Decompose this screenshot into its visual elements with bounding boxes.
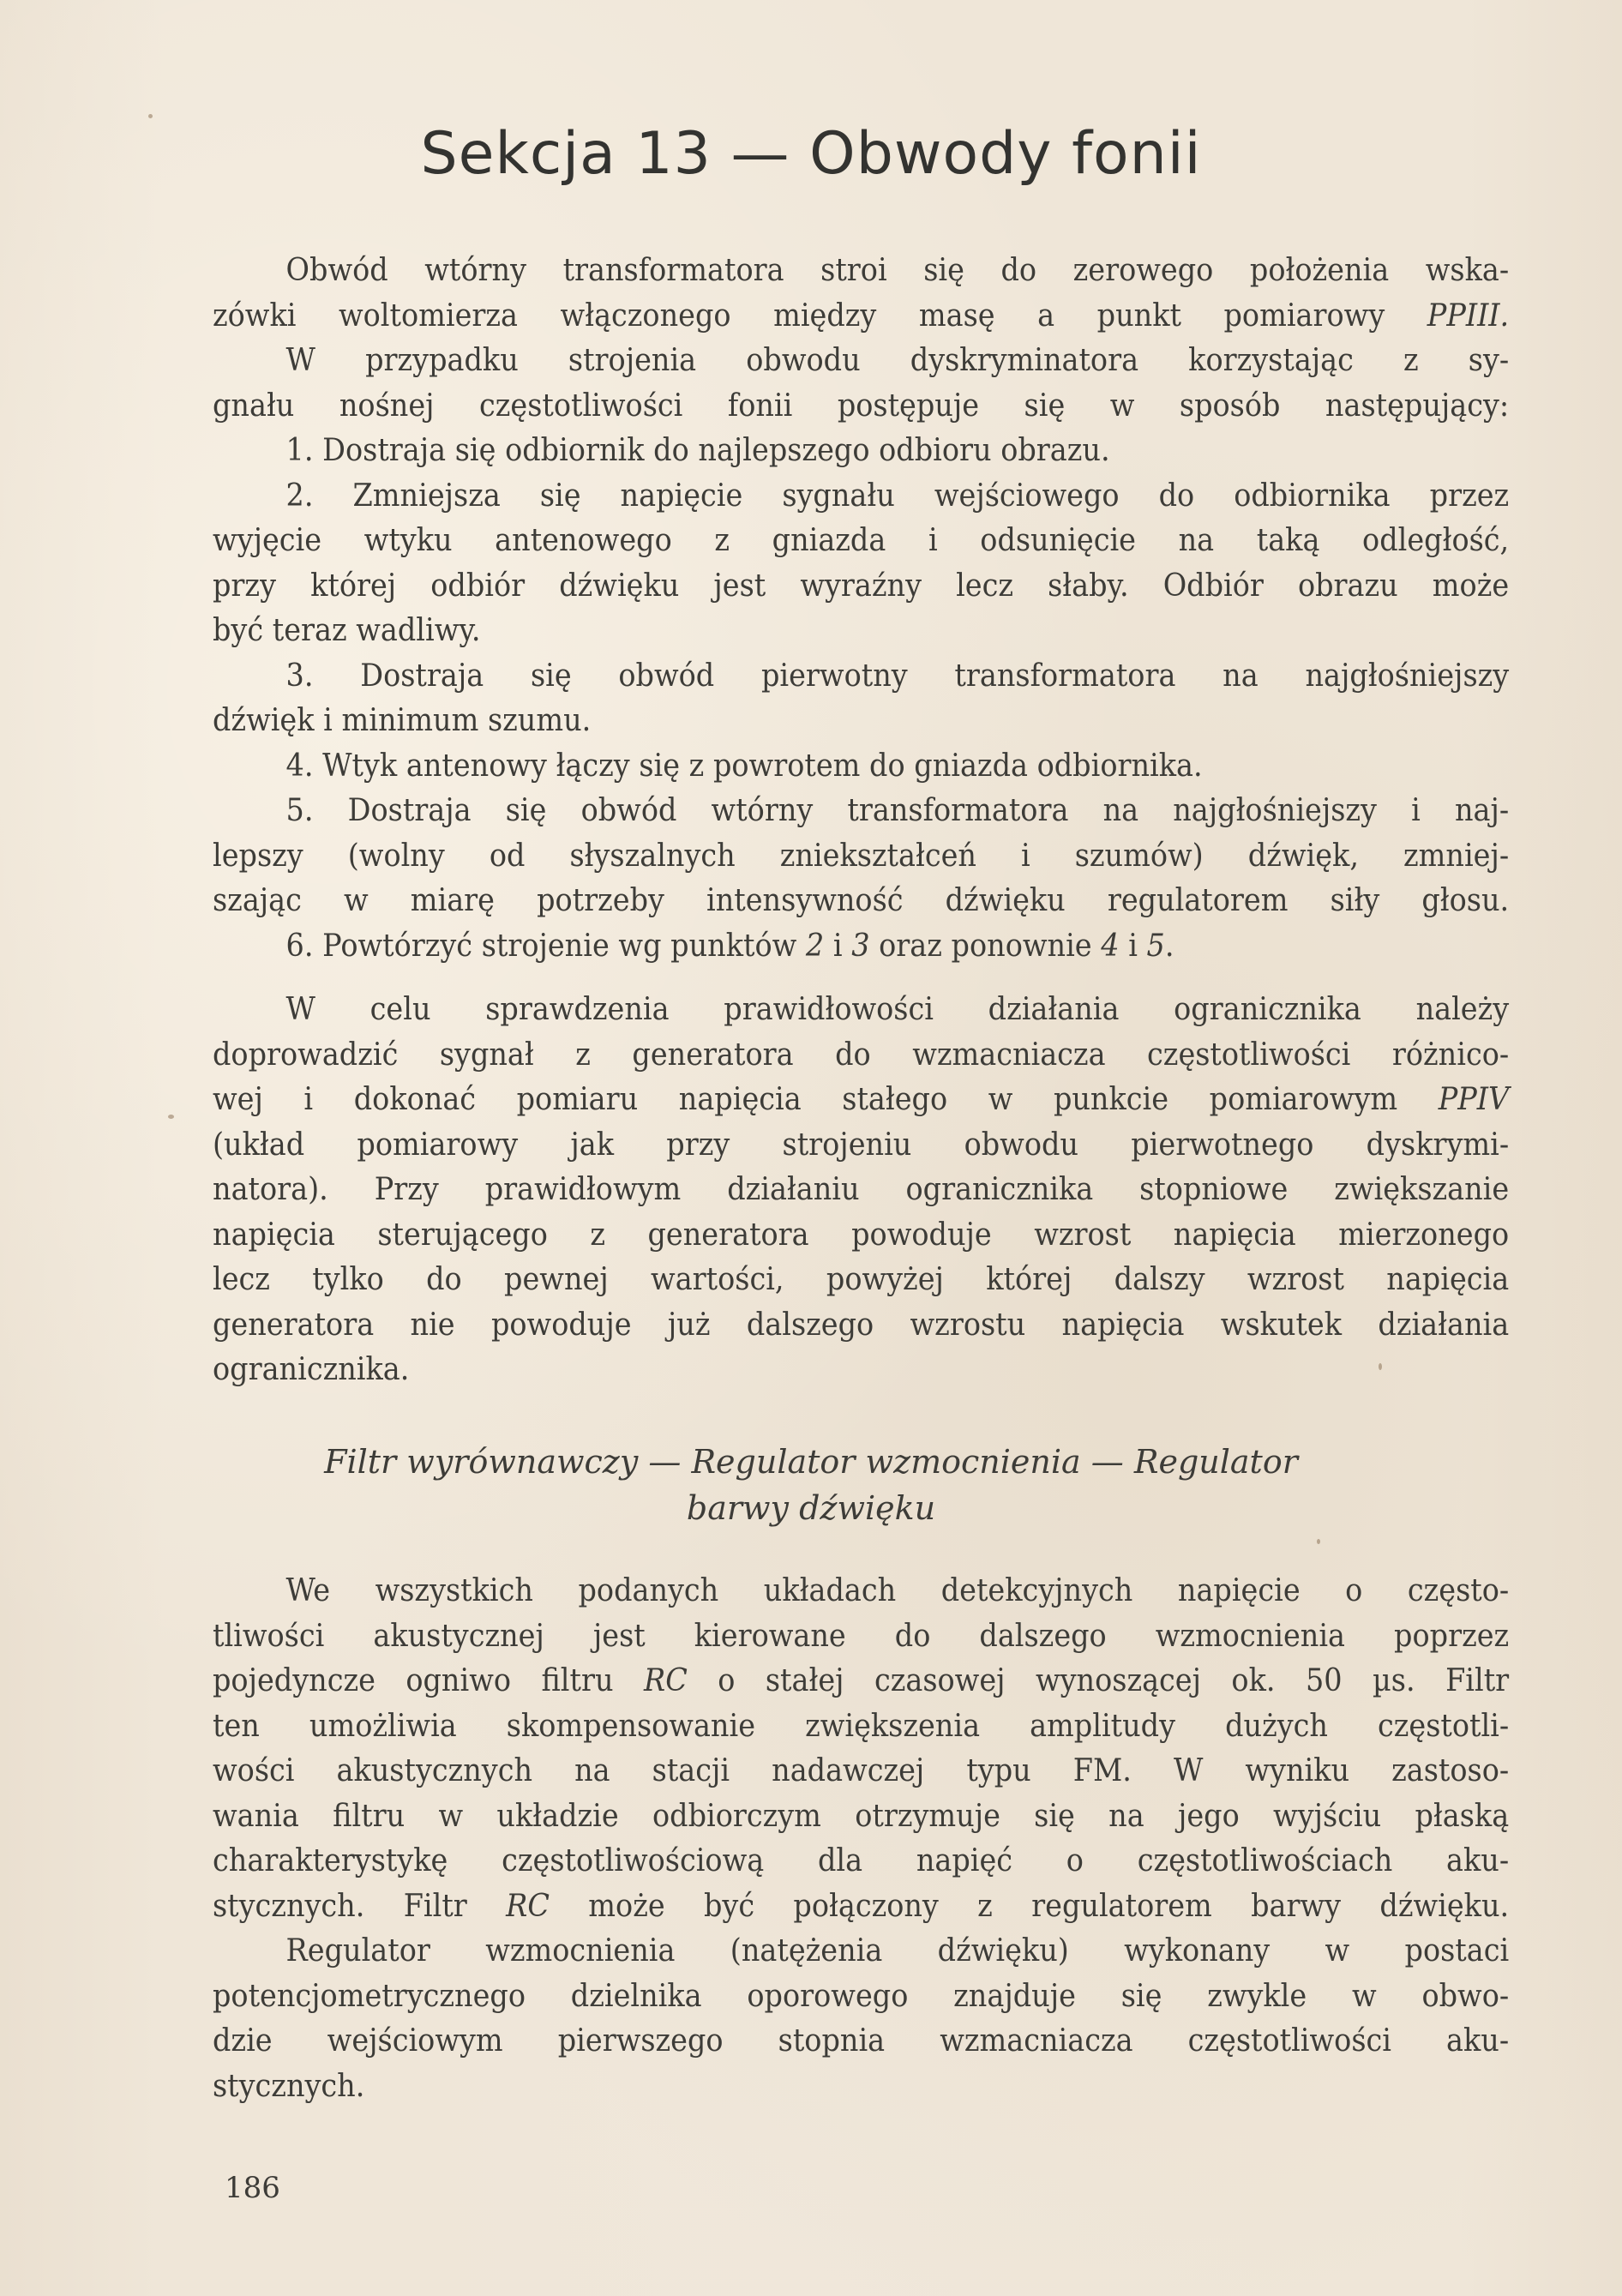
text-line: napięcia sterującego z generatora powoduje wzrost napięcia mierzonego xyxy=(213,1217,1510,1253)
measurement-point-ppiii: PPIII. xyxy=(1427,298,1510,334)
text-line: tliwości akustycznej jest kierowane do dalszego wzmocnienia poprzez xyxy=(213,1618,1510,1654)
page-number: 186 xyxy=(225,2171,280,2205)
text-line: przy której odbiór dźwięku jest wyraźny lecz słaby. Odbiór obrazu może xyxy=(213,568,1510,604)
text-line: lepszy (wolny od słyszalnych zniekształceń i szumów) dźwięk, zmniej- xyxy=(213,838,1510,874)
text-line: Obwód wtórny transformatora stroi się do zerowego położenia wska- xyxy=(285,253,1510,288)
list-item-step-2: 2. Zmniejsza się napięcie sygnału wejściowego do odbiornika przez xyxy=(285,478,1510,514)
paper-speck xyxy=(148,114,153,118)
text-line: gnału nośnej częstotliwości fonii postępuje się w sposób następujący: xyxy=(213,388,1510,424)
tuning-procedure-text xyxy=(213,249,1510,969)
text-line: W celu sprawdzenia prawidłowości działania ogranicznika należy xyxy=(285,992,1510,1027)
text-line: być teraz wadliwy. xyxy=(213,613,481,648)
text-line: pojedyncze ogniwo filtru RC o stałej czasowej wynoszącej ok. 50 µs. Filtr xyxy=(213,1663,1510,1698)
list-item-step-5: 5. Dostraja się obwód wtórny transformatora na najgłośniejszy i naj- xyxy=(285,793,1510,828)
text-line: potencjometrycznego dzielnika oporowego znajduje się zwykle w obwo- xyxy=(213,1978,1510,2014)
text-line: wej i dokonać pomiaru napięcia stałego w punkcie pomiarowym PPIV xyxy=(213,1082,1510,1117)
text-line: We wszystkich podanych układach detekcyjnych napięcie o często- xyxy=(285,1573,1510,1608)
text-line: wania filtru w układzie odbiorczym otrzymuje się na jego wyjściu płaską xyxy=(213,1798,1510,1834)
text-line: natora). Przy prawidłowym działaniu ogranicznika stopniowe zwiększanie xyxy=(213,1172,1510,1207)
text-line: zówki woltomierza włączonego między masę a punkt pomiarowy PPIII. xyxy=(213,298,1510,334)
subsection-heading xyxy=(0,1439,1622,1531)
paper-speck xyxy=(168,1115,174,1119)
subsection-heading-line: Filtr wyrównawczy — Regulator wzmocnienia — Regulator xyxy=(324,1443,1298,1481)
list-item-step-6: 6. Powtórzyć strojenie wg punktów 2 i 3 oraz ponownie 4 i 5. xyxy=(285,928,1174,964)
text-line: W przypadku strojenia obwodu dyskryminatora korzystając z sy- xyxy=(285,343,1510,378)
text-line: lecz tylko do pewnej wartości, powyżej której dalszy wzrost napięcia xyxy=(213,1262,1510,1297)
text-line: Regulator wzmocnienia (natężenia dźwięku) wykonany w postaci xyxy=(285,1933,1510,1968)
text-line: ogranicznika. xyxy=(213,1352,410,1387)
text-line: ten umożliwia skompensowanie zwiększenia amplitudy dużych częstotli- xyxy=(213,1708,1510,1744)
text-line: charakterystykę częstotliwościową dla napięć o częstotliwościach aku- xyxy=(213,1843,1510,1878)
text-line: generatora nie powoduje już dalszego wzrostu napięcia wskutek działania xyxy=(213,1307,1510,1343)
text-line: wyjęcie wtyku antenowego z gniazda i odsunięcie na taką odległość, xyxy=(213,523,1510,558)
list-item-step-4: 4. Wtyk antenowy łączy się z powrotem do gniazda odbiornika. xyxy=(285,748,1203,784)
text-line: dźwięk i minimum szumu. xyxy=(213,703,592,738)
text-line: szając w miarę potrzeby intensywność dźwięku regulatorem siły głosu. xyxy=(213,883,1510,918)
text-line: doprowadzić sygnał z generatora do wzmacniacza częstotliwości różnico- xyxy=(213,1037,1510,1073)
filter-regulator-text xyxy=(213,1569,1510,2109)
paper-speck xyxy=(1317,1539,1320,1544)
section-title: Sekcja 13 — Obwody fonii xyxy=(420,120,1202,188)
subsection-heading-line: barwy dźwięku xyxy=(686,1489,936,1527)
paper-speck xyxy=(1379,1363,1382,1370)
text-line: stycznych. Filtr RC może być połączony z regulatorem barwy dźwięku. xyxy=(213,1888,1510,1924)
list-item-step-1: 1. Dostraja się odbiornik do najlepszego odbioru obrazu. xyxy=(285,433,1110,468)
list-item-step-3: 3. Dostraja się obwód pierwotny transformatora na najgłośniejszy xyxy=(285,658,1510,694)
text-line: (układ pomiarowy jak przy strojeniu obwodu pierwotnego dyskrymi- xyxy=(213,1127,1510,1163)
limiter-check-text xyxy=(213,988,1510,1393)
text-line: dzie wejściowym pierwszego stopnia wzmacniacza częstotliwości aku- xyxy=(213,2023,1510,2059)
measurement-point-ppiv: PPIV xyxy=(1438,1082,1510,1117)
text-line: stycznych. xyxy=(213,2068,365,2104)
text-line: wości akustycznych na stacji nadawczej typu FM. W wyniku zastoso- xyxy=(213,1753,1510,1788)
